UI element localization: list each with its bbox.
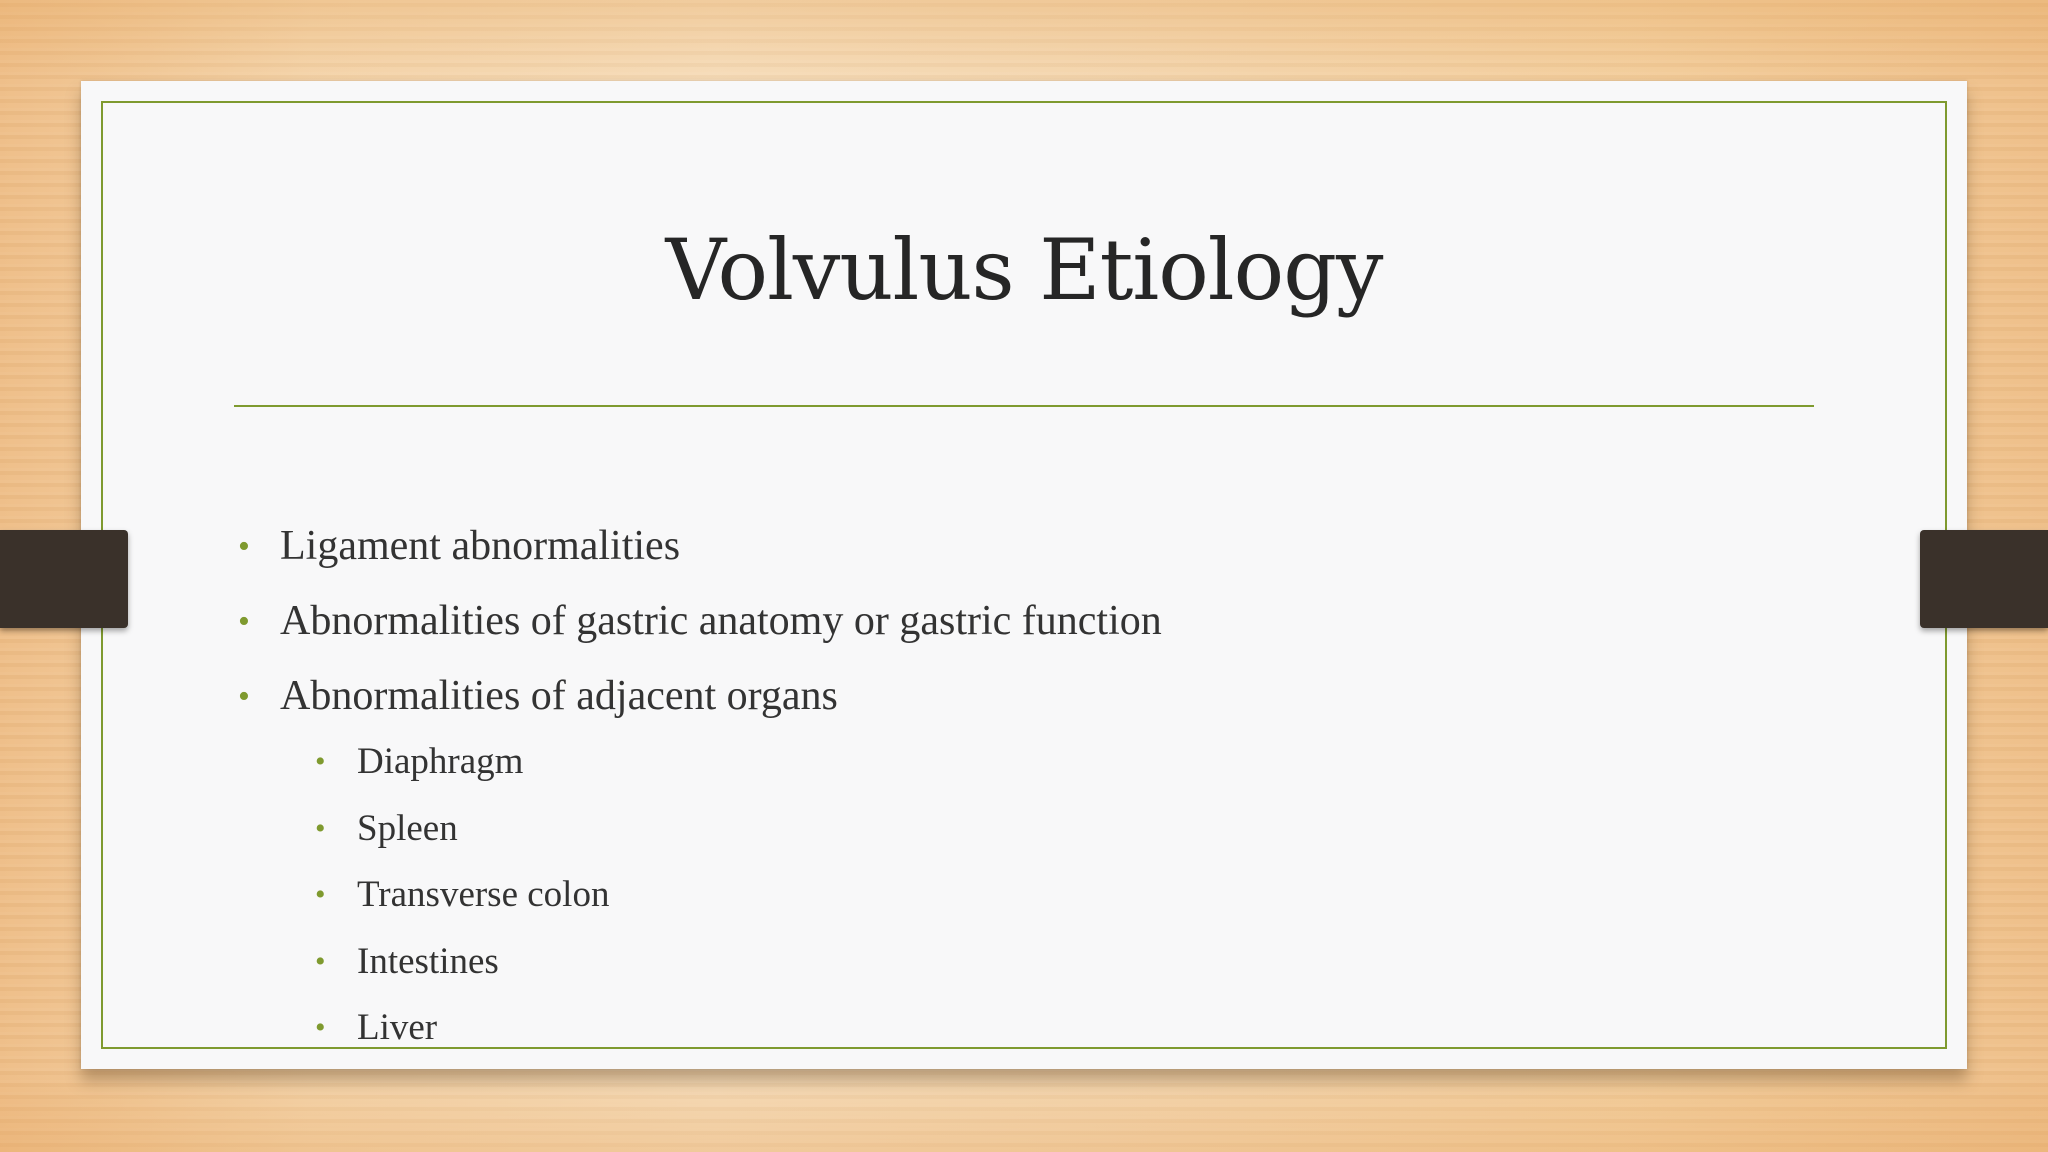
- bullet-dot-icon: •: [315, 1011, 326, 1044]
- slide-paper: [81, 81, 1967, 1069]
- sub-bullet-item: [311, 995, 609, 1062]
- bullet-dot-icon: •: [238, 678, 250, 715]
- sub-bullet-item: [311, 796, 609, 863]
- sub-bullet-item: [311, 729, 609, 796]
- bullet-text: Abnormalities of adjacent organs: [280, 673, 838, 719]
- bullet-dot-icon: •: [315, 878, 326, 911]
- sub-bullet-item: [311, 929, 609, 996]
- bullet-dot-icon: •: [315, 944, 326, 978]
- binder-clip-right: [1920, 530, 2048, 628]
- sub-bullet-text: Liver: [357, 1007, 438, 1048]
- sub-bullet-text: Spleen: [357, 807, 458, 849]
- bullet-text: Abnormalities of gastric anatomy or gastric function: [280, 598, 1162, 644]
- sub-bullet-text: Intestines: [357, 940, 499, 982]
- bullet-item: [234, 584, 1162, 659]
- sub-bullet-text: Diaphragm: [357, 741, 524, 782]
- bullet-text: Ligament abnormalities: [280, 523, 681, 569]
- wood-background-top: [0, 0, 2048, 80]
- bullet-dot-icon: •: [315, 745, 326, 778]
- wood-background-bottom: [0, 1070, 2048, 1152]
- bullet-dot-icon: •: [315, 811, 326, 845]
- bullet-item: [234, 659, 1162, 734]
- sub-bullet-text: Transverse colon: [357, 874, 610, 915]
- bullet-dot-icon: •: [238, 603, 250, 640]
- title-divider: [234, 405, 1814, 407]
- slide-title: Volvulus Etiology: [665, 221, 1383, 319]
- bullet-dot-icon: •: [238, 528, 250, 565]
- binder-clip-left: [0, 530, 128, 628]
- bullet-item: [234, 509, 1162, 584]
- sub-bullet-list: [311, 729, 609, 1062]
- sub-bullet-item: [311, 862, 609, 929]
- bullet-list: [234, 509, 1162, 734]
